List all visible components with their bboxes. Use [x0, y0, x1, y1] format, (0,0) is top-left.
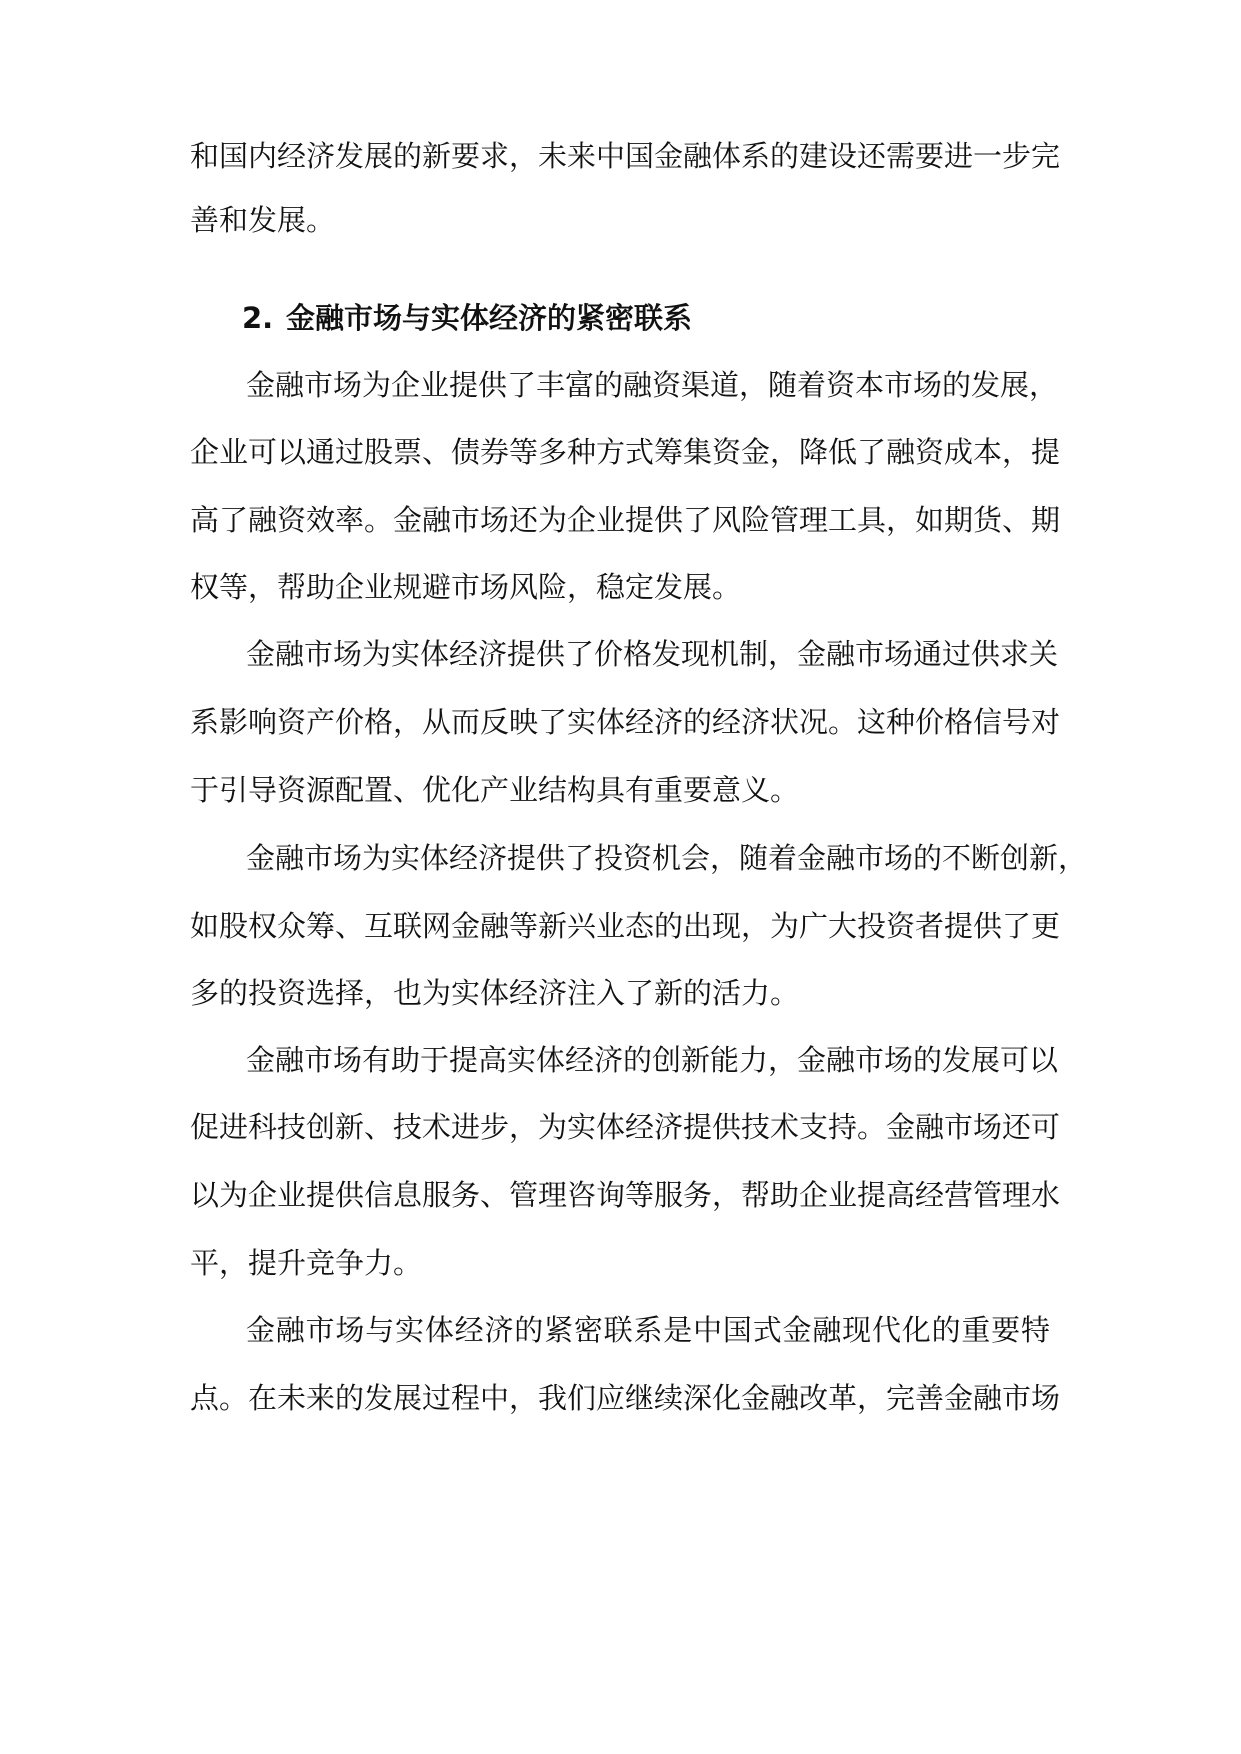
paragraph-3-line-2: 如股权众筹、互联网金融等新兴业态的出现，为广大投资者提供了更 [190, 909, 1061, 943]
paragraph-5-line-1: 金融市场与实体经济的紧密联系是中国式金融现代化的重要特 [246, 1313, 1050, 1347]
paragraph-3-line-1: 金融市场为实体经济提供了投资机会，随着金融市场的不断创新， [246, 841, 1088, 875]
intro-line-1: 和国内经济发展的新要求，未来中国金融体系的建设还需要进一步完 [190, 139, 1061, 173]
paragraph-4-line-4: 平，提升竞争力。 [190, 1246, 423, 1280]
paragraph-1-line-4: 权等，帮助企业规避市场风险，稳定发展。 [190, 570, 742, 604]
section-heading [242, 298, 692, 338]
intro-line-2: 善和发展。 [190, 203, 336, 237]
paragraph-1-line-1: 金融市场为企业提供了丰富的融资渠道，随着资本市场的发展， [246, 368, 1059, 402]
paragraph-5-line-2: 点。在未来的发展过程中，我们应继续深化金融改革，完善金融市场 [190, 1381, 1061, 1415]
paragraph-2-line-2: 系影响资产价格，从而反映了实体经济的经济状况。这种价格信号对 [190, 705, 1061, 739]
paragraph-3-line-3: 多的投资选择，也为实体经济注入了新的活力。 [190, 976, 800, 1010]
paragraph-4-line-1: 金融市场有助于提高实体经济的创新能力，金融市场的发展可以 [246, 1043, 1059, 1077]
paragraph-2-line-3: 于引导资源配置、优化产业结构具有重要意义。 [190, 773, 800, 807]
paragraph-1-line-3: 高了融资效率。金融市场还为企业提供了风险管理工具，如期货、期 [190, 503, 1061, 537]
paragraph-1-line-2: 企业可以通过股票、债券等多种方式筹集资金，降低了融资成本，提 [190, 435, 1061, 469]
paragraph-2-line-1: 金融市场为实体经济提供了价格发现机制，金融市场通过供求关 [246, 637, 1059, 671]
paragraph-4-line-2: 促进科技创新、技术进步，为实体经济提供技术支持。金融市场还可 [190, 1110, 1061, 1144]
paragraph-4-line-3: 以为企业提供信息服务、管理咨询等服务，帮助企业提高经营管理水 [190, 1178, 1061, 1212]
section-number: 2. [242, 301, 274, 335]
section-title: 金融市场与实体经济的紧密联系 [286, 301, 693, 335]
